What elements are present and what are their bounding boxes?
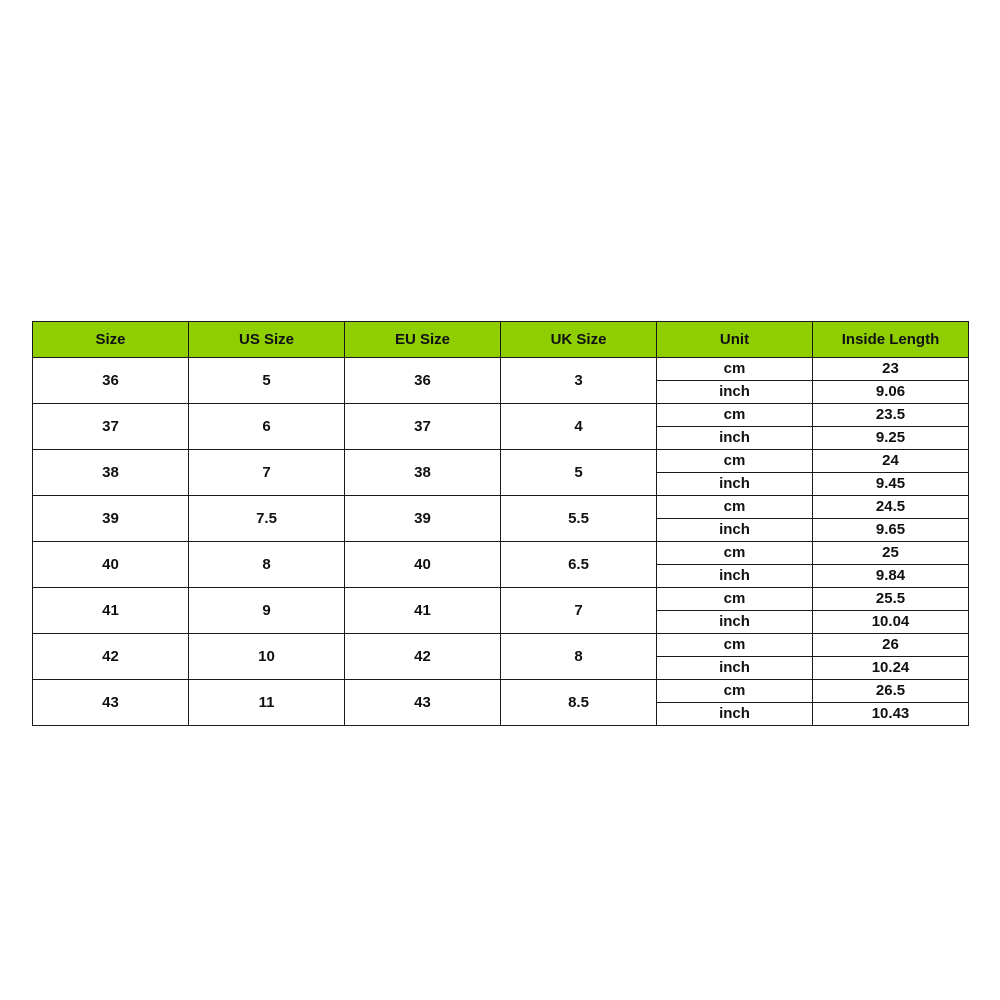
cell-uk-size: 8.5 (501, 680, 657, 726)
cell-unit-inch: inch (657, 381, 813, 404)
cell-uk-size: 4 (501, 404, 657, 450)
cell-unit-cm: cm (657, 496, 813, 519)
cell-size: 39 (33, 496, 189, 542)
table-row (33, 358, 969, 381)
cell-length-inch: 10.04 (813, 611, 969, 634)
cell-unit-cm: cm (657, 634, 813, 657)
header-inside-length: Inside Length (813, 322, 969, 358)
header-us-size: US Size (189, 322, 345, 358)
cell-length-inch: 9.06 (813, 381, 969, 404)
cell-uk-size: 6.5 (501, 542, 657, 588)
cell-size: 36 (33, 358, 189, 404)
table-row (33, 450, 969, 473)
cell-length-inch: 10.43 (813, 703, 969, 726)
cell-length-cm: 25.5 (813, 588, 969, 611)
cell-length-inch: 9.84 (813, 565, 969, 588)
cell-us-size: 7.5 (189, 496, 345, 542)
cell-unit-inch: inch (657, 427, 813, 450)
cell-uk-size: 7 (501, 588, 657, 634)
cell-us-size: 10 (189, 634, 345, 680)
cell-eu-size: 43 (345, 680, 501, 726)
cell-size: 40 (33, 542, 189, 588)
cell-unit-inch: inch (657, 519, 813, 542)
cell-uk-size: 5.5 (501, 496, 657, 542)
cell-length-inch: 9.65 (813, 519, 969, 542)
cell-unit-inch: inch (657, 611, 813, 634)
table-row (33, 496, 969, 519)
cell-us-size: 7 (189, 450, 345, 496)
cell-unit-cm: cm (657, 588, 813, 611)
cell-length-cm: 25 (813, 542, 969, 565)
table-header-row (33, 322, 969, 358)
table-row (33, 588, 969, 611)
cell-length-inch: 9.45 (813, 473, 969, 496)
header-size: Size (33, 322, 189, 358)
cell-length-cm: 23 (813, 358, 969, 381)
cell-eu-size: 41 (345, 588, 501, 634)
cell-length-cm: 23.5 (813, 404, 969, 427)
cell-unit-inch: inch (657, 657, 813, 680)
cell-eu-size: 39 (345, 496, 501, 542)
cell-size: 37 (33, 404, 189, 450)
cell-uk-size: 8 (501, 634, 657, 680)
header-eu-size: EU Size (345, 322, 501, 358)
cell-unit-cm: cm (657, 358, 813, 381)
table-row (33, 542, 969, 565)
cell-eu-size: 37 (345, 404, 501, 450)
cell-eu-size: 40 (345, 542, 501, 588)
cell-unit-inch: inch (657, 473, 813, 496)
cell-uk-size: 3 (501, 358, 657, 404)
table-body (33, 358, 969, 726)
cell-length-cm: 24 (813, 450, 969, 473)
cell-unit-cm: cm (657, 404, 813, 427)
cell-size: 38 (33, 450, 189, 496)
cell-unit-cm: cm (657, 542, 813, 565)
cell-eu-size: 38 (345, 450, 501, 496)
cell-size: 41 (33, 588, 189, 634)
cell-eu-size: 36 (345, 358, 501, 404)
cell-us-size: 5 (189, 358, 345, 404)
cell-length-cm: 26.5 (813, 680, 969, 703)
cell-size: 42 (33, 634, 189, 680)
cell-eu-size: 42 (345, 634, 501, 680)
cell-unit-cm: cm (657, 450, 813, 473)
cell-length-inch: 10.24 (813, 657, 969, 680)
cell-us-size: 8 (189, 542, 345, 588)
cell-length-cm: 26 (813, 634, 969, 657)
header-uk-size: UK Size (501, 322, 657, 358)
cell-uk-size: 5 (501, 450, 657, 496)
cell-size: 43 (33, 680, 189, 726)
cell-unit-cm: cm (657, 680, 813, 703)
cell-unit-inch: inch (657, 565, 813, 588)
cell-us-size: 6 (189, 404, 345, 450)
cell-us-size: 9 (189, 588, 345, 634)
table-row (33, 634, 969, 657)
table-row (33, 404, 969, 427)
table-row (33, 680, 969, 703)
header-unit: Unit (657, 322, 813, 358)
cell-length-inch: 9.25 (813, 427, 969, 450)
cell-unit-inch: inch (657, 703, 813, 726)
size-chart-table (32, 321, 969, 726)
cell-us-size: 11 (189, 680, 345, 726)
cell-length-cm: 24.5 (813, 496, 969, 519)
